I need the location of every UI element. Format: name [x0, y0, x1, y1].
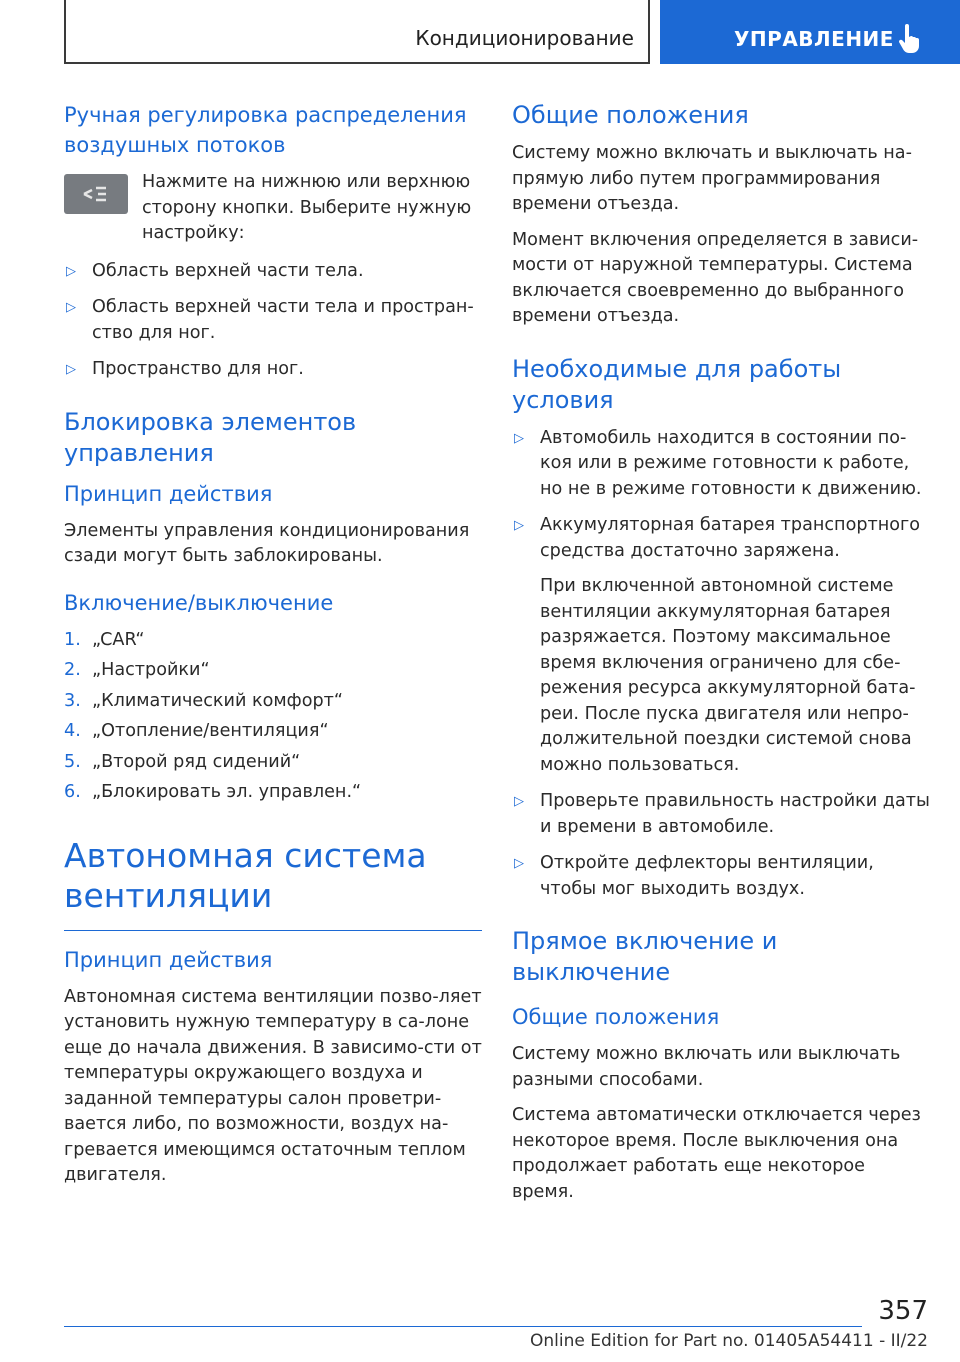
hand-pointer-icon: [896, 24, 922, 54]
heading-direct-switching: Прямое включение и выключение: [512, 927, 778, 986]
heading-principle: Принцип действия: [64, 481, 273, 506]
autonomous-text: Автономная система вентиляции позво-ляет установить нужную температуру в са-лоне еще до начала движения. В зависимо-сти от температуры окружающего воздуха и заданной температуры салон проветри-вается либо, по возможности, воздух на-гревается имеющимся остаточным теплом двигателя.: [64, 986, 482, 1185]
left-column: [64, 100, 482, 1199]
bullet-triangle-icon: ▷: [66, 362, 76, 377]
list-item: 2. „Настройки“: [64, 660, 210, 680]
header-chapter-title: Кондиционирование: [415, 26, 634, 50]
list-item: ▷ Автомобиль находится в состоянии по-коя или в режиме готовности к работе, но не в режиме готовности к движению.: [514, 427, 922, 499]
direct-text-1: Систему можно включать или выключать разными способами.: [512, 1044, 901, 1090]
footer-divider: [64, 1326, 862, 1327]
header-chapter-box: [64, 0, 650, 64]
list-item: ▷ Проверьте правильность настройки даты и времени в автомобиле.: [514, 791, 930, 837]
list-item: 6. „Блокировать эл. управлен.“: [64, 782, 362, 802]
direct-text-2: Система автоматически отключается через некоторое время. После выключения она продолжает работать еще некоторое время.: [512, 1105, 921, 1202]
heading-general-2: Общие положения: [512, 1005, 720, 1029]
list-item: 4. „Отопление/вентиляция“: [64, 721, 329, 741]
bullet-triangle-icon: ▷: [514, 856, 524, 871]
steps-list: [64, 628, 482, 806]
battery-note: При включенной автономной системе вентиляции аккумуляторная батарея разряжается. Поэтому максимальное время включения ограничено для сбе-режения ресурса аккумуляторной бата-реи. После пуска двигателя или непро-должительной поездки системой снова можно пользоваться.: [540, 576, 916, 775]
footer-edition: Online Edition for Part no. 01405A54411 - II/22: [529, 1331, 928, 1351]
bullet-triangle-icon: ▷: [514, 794, 524, 809]
header-section-tab: [660, 0, 960, 64]
header-section-title: УПРАВЛЕНИЕ: [734, 27, 894, 51]
air-options-list: [64, 259, 482, 383]
list-item: 3. „Климатический комфорт“: [64, 690, 344, 711]
list-item: ▷ Откройте дефлекторы вентиляции, чтобы мог выходить воздух.: [514, 853, 874, 899]
bullet-triangle-icon: ▷: [66, 300, 76, 315]
list-item: ▷ Пространство для ног.: [64, 357, 482, 383]
general-text-1: Систему можно включать и выключать на-прямую либо путем программирования времени отъезда.: [512, 143, 912, 214]
list-item: ▷ Область верхней части тела и простран-ство для ног.: [66, 297, 474, 343]
page-number: 357: [878, 1296, 928, 1326]
air-instruction-text: Нажмите на нижнюю или верхнюю сторону кнопки. Выберите нужную настройку:: [142, 172, 472, 243]
heading-air-distribution: Ручная регулировка распределения воздушных потоков: [64, 103, 467, 157]
bullet-triangle-icon: ▷: [514, 518, 524, 533]
list-item: ▷ Область верхней части тела.: [64, 259, 482, 285]
general-text-2: Момент включения определяется в зависи-мости от наружной температуры. Система включается своевременно до выбранного времени отъезда.: [512, 229, 919, 326]
right-column: [512, 100, 932, 1215]
list-item: 1. „CAR“: [64, 629, 145, 650]
lock-text: Элементы управления кондиционирования сзади могут быть заблокированы.: [64, 520, 470, 566]
heading-principle-2: Принцип действия: [64, 947, 273, 972]
list-item: 5. „Второй ряд сидений“: [64, 751, 301, 772]
heading-on-off: Включение/выключение: [64, 590, 334, 615]
air-distribution-button-image: [64, 174, 128, 214]
heading-conditions: Необходимые для работы условия: [512, 354, 842, 414]
air-button-row: [64, 170, 482, 247]
conditions-list: [512, 426, 932, 903]
bullet-triangle-icon: ▷: [514, 430, 524, 446]
bullet-triangle-icon: ▷: [66, 263, 76, 279]
air-distribution-icon: [80, 182, 112, 206]
heading-control-lock: Блокировка элементов управления: [64, 407, 357, 467]
heading-general: Общие положения: [512, 101, 749, 129]
heading-autonomous-ventilation: Автономная система вентиляции: [64, 836, 482, 931]
list-item: ▷ Аккумуляторная батарея транспортного средства достаточно заряжена. При включенной автономной системе вентиляции аккумуляторная батарея разряжается. Поэтому максимальное время включения ограничено для сбе-режения ресурса аккумуляторной бата-реи. После пуска двигателя или непро-должительной поездки системой снова можно пользоваться.: [512, 513, 932, 778]
